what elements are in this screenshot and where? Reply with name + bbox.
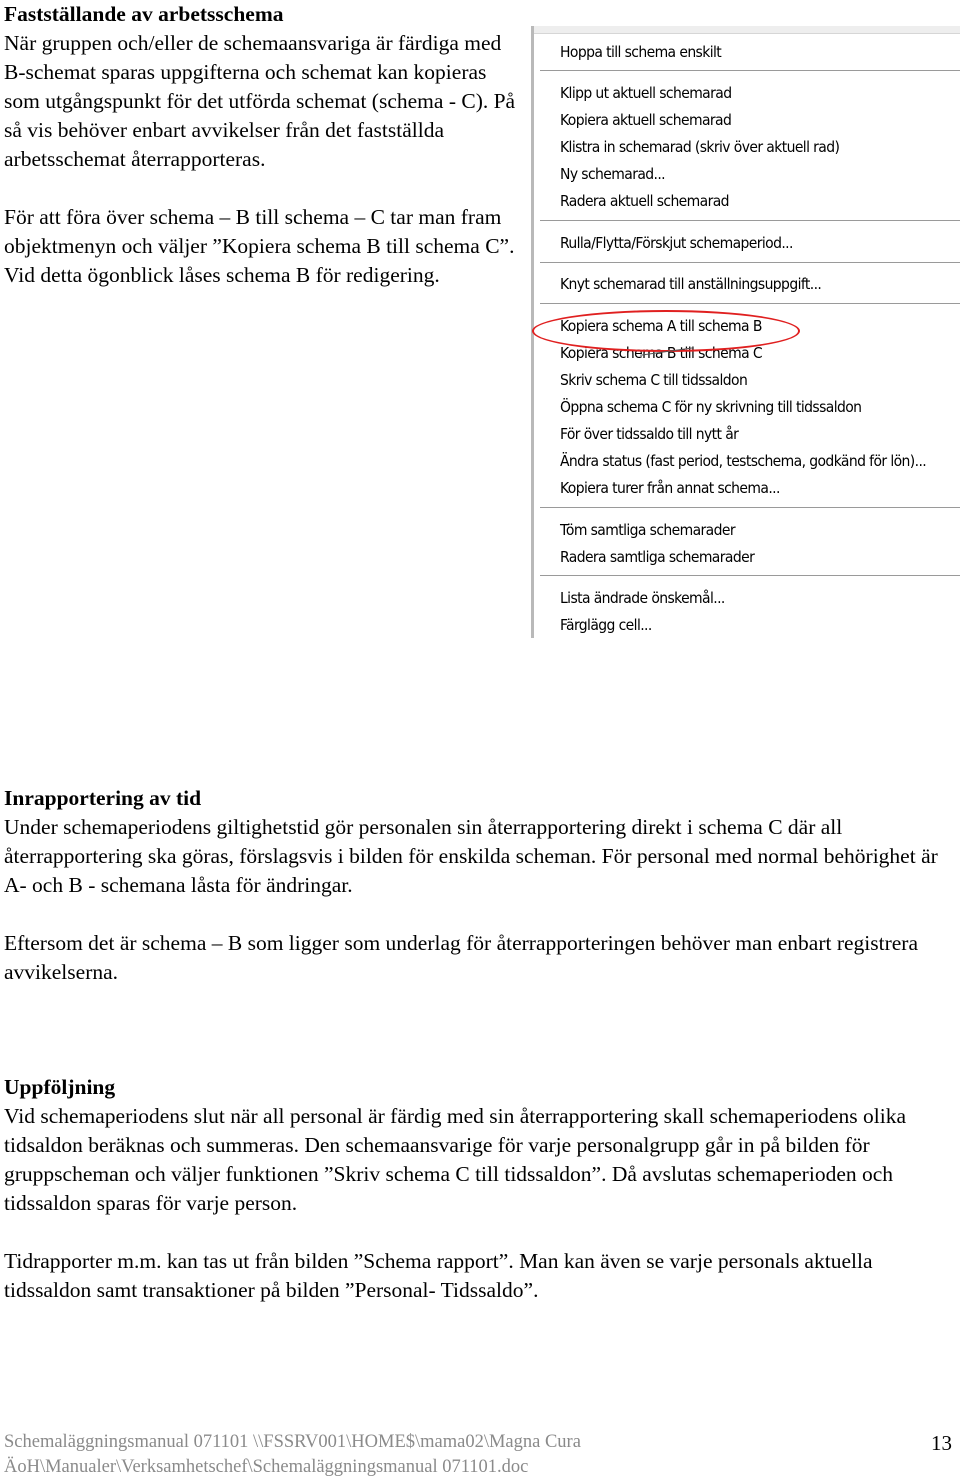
footer-path-line-2: ÄoH\Manualer\Verksamhetschef\Schemaläggningsmanual 071101.doc (4, 1457, 529, 1477)
paragraph: Tidrapporter m.m. kan tas ut från bilden ”Schema rapport”. Man kan även se varje personals aktuella tidssaldon samt transaktioner på bilden ”Personal- Tidssaldo”. (4, 1249, 873, 1302)
menu-item-klistra-in[interactable]: Klistra in schemarad (skriv över aktuell rad) (560, 138, 840, 156)
menu-top-band (534, 26, 960, 34)
section-fastställande (4, 0, 524, 290)
menu-separator (540, 220, 960, 222)
paragraph-gap (4, 1218, 959, 1247)
menu-item-radera-schemarader[interactable]: Radera samtliga schemarader (560, 548, 755, 566)
menu-item-knyt-schemarad[interactable]: Knyt schemarad till anställningsuppgift... (560, 275, 822, 293)
page-footer (4, 1430, 704, 1480)
menu-separator (540, 575, 960, 577)
menu-item-kopiera-b-till-c[interactable]: Kopiera schema B till schema C (560, 344, 762, 362)
section-uppfoljning (4, 1073, 959, 1305)
menu-item-lista-onskemal[interactable]: Lista ändrade önskemål... (560, 589, 725, 607)
paragraph: Eftersom det är schema – B som ligger som underlag för återrapporteringen behöver man enbart registrera avvikelserna. (4, 931, 919, 984)
menu-separator (540, 507, 960, 509)
red-highlight-ellipse (532, 310, 800, 352)
menu-item-klipp-ut[interactable]: Klipp ut aktuell schemarad (560, 84, 732, 102)
menu-item-andra-status[interactable]: Ändra status (fast period, testschema, godkänd för lön)... (560, 452, 927, 470)
menu-item-hoppa-till-schema[interactable]: Hoppa till schema enskilt (560, 43, 722, 61)
page-number: 13 (931, 1431, 952, 1455)
menu-separator (540, 70, 960, 72)
section-heading: Uppföljning (4, 1075, 116, 1099)
menu-separator (540, 303, 960, 305)
section-heading: Inrapportering av tid (4, 786, 202, 810)
section-heading: Fastställande av arbetsschema (4, 2, 284, 26)
menu-item-farglagg-cell[interactable]: Färglägg cell... (560, 616, 652, 634)
menu-item-skriv-schema-c[interactable]: Skriv schema C till tidssaldon (560, 371, 748, 389)
menu-item-kopiera-rad[interactable]: Kopiera aktuell schemarad (560, 111, 732, 129)
menu-item-tom-schemarader[interactable]: Töm samtliga schemarader (560, 521, 735, 539)
menu-item-radera-rad[interactable]: Radera aktuell schemarad (560, 192, 729, 210)
paragraph-gap (4, 174, 524, 203)
paragraph-gap (4, 900, 959, 929)
menu-separator (540, 262, 960, 264)
footer-path-line-1: Schemaläggningsmanual 071101 \\FSSRV001\HOME$\mama02\Magna Cura (4, 1432, 581, 1452)
paragraph: När gruppen och/eller de schemaansvariga är färdiga med B-schemat sparas uppgifterna och schemat kan kopieras som utgångspunkt för det utförda schemat (schema - C). På så vis behöver enbart avvikelser från det fastställda arbetsschemat återrapporteras. (4, 31, 516, 171)
menu-item-oppna-schema-c[interactable]: Öppna schema C för ny skrivning till tidssaldon (560, 398, 862, 416)
menu-item-ny-schemarad[interactable]: Ny schemarad... (560, 165, 666, 183)
section-inrapportering (4, 784, 959, 987)
menu-item-for-over-tidssaldo[interactable]: För över tidssaldo till nytt år (560, 425, 739, 443)
paragraph: För att föra över schema – B till schema – C tar man fram objektmenyn och väljer ”Kopiera schema B till schema C”. Vid detta ögonblick låses schema B för redigering. (4, 205, 515, 287)
menu-item-kopiera-a-till-b[interactable]: Kopiera schema A till schema B (560, 317, 762, 335)
paragraph: Under schemaperiodens giltighetstid gör personalen sin återrapportering direkt i schema C där all återrapportering ska göras, förslagsvis i bilden för enskilda scheman. För personal med normal behörighet är A- och B - schemana låsta för ändringar. (4, 815, 938, 897)
menu-item-kopiera-turer[interactable]: Kopiera turer från annat schema... (560, 479, 780, 497)
paragraph: Vid schemaperiodens slut när all personal är färdig med sin återrapportering skall schemaperiodens olika tidsaldon beräknas och summeras. Den schemaansvarige för varje personalgrupp går in på bilden för gruppscheman och väljer funktionen ”Skriv schema C till tidssaldon”. Då avslutas schemaperioden och tidssaldon sparas för varje person. (4, 1104, 907, 1215)
menu-item-rulla-flytta[interactable]: Rulla/Flytta/Förskjut schemaperiod... (560, 234, 793, 252)
